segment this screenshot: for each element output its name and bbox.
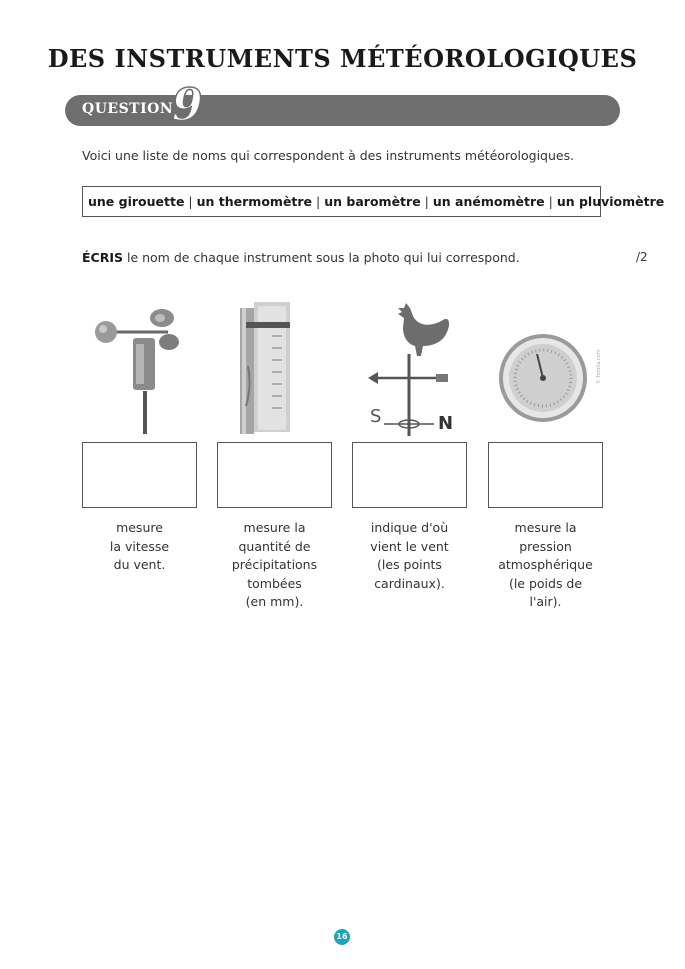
word-separator: | [188, 194, 193, 209]
vane-letter-n: N [438, 413, 454, 434]
score-label: /2 [636, 250, 648, 264]
caption-anemometer: mesure la vitesse du vent. [109, 520, 170, 572]
word-item: un baromètre [324, 194, 421, 209]
word-item: un pluviomètre [556, 194, 665, 209]
weather-vane-photo [352, 296, 470, 438]
word-separator: | [424, 194, 429, 209]
answer-box-rain-gauge[interactable] [217, 442, 332, 508]
answer-box-barometer[interactable] [488, 442, 603, 508]
barometer-photo [487, 296, 605, 438]
instruction-body: le nom de chaque instrument sous la photo qui lui correspond. [123, 250, 520, 265]
photo-credit: © fotolia.com [596, 349, 602, 384]
question-number: 9 [172, 80, 203, 131]
word-separator: | [548, 194, 553, 209]
word-separator: | [316, 194, 321, 209]
caption-rain-gauge: mesure la quantité de précipitations tombées (en mm). [231, 520, 318, 609]
page-number-badge: 16 [334, 929, 350, 945]
word-item: une girouette [88, 194, 185, 209]
vane-letter-s: S [370, 406, 382, 427]
caption-weather-vane: indique d'où vient le vent (les points cardinaux). [370, 520, 449, 591]
rain-gauge-photo [220, 296, 338, 438]
page-title: DES INSTRUMENTS MÉTÉOROLOGIQUES [47, 44, 638, 73]
word-item: un thermomètre [196, 194, 313, 209]
question-label: QUESTION [82, 101, 174, 117]
anemometer-photo [88, 296, 206, 438]
caption-barometer: mesure la pression atmosphérique (le poids de l'air). [498, 520, 593, 609]
instruction-verb: ÉCRIS [82, 250, 123, 265]
instruction-text [82, 250, 520, 265]
word-list-box [82, 186, 665, 217]
answer-box-anemometer[interactable] [82, 442, 197, 508]
intro-text: Voici une liste de noms qui correspondent à des instruments météorologiques. [82, 148, 575, 163]
answer-box-weather-vane[interactable] [352, 442, 467, 508]
word-item: un anémomètre [432, 194, 545, 209]
